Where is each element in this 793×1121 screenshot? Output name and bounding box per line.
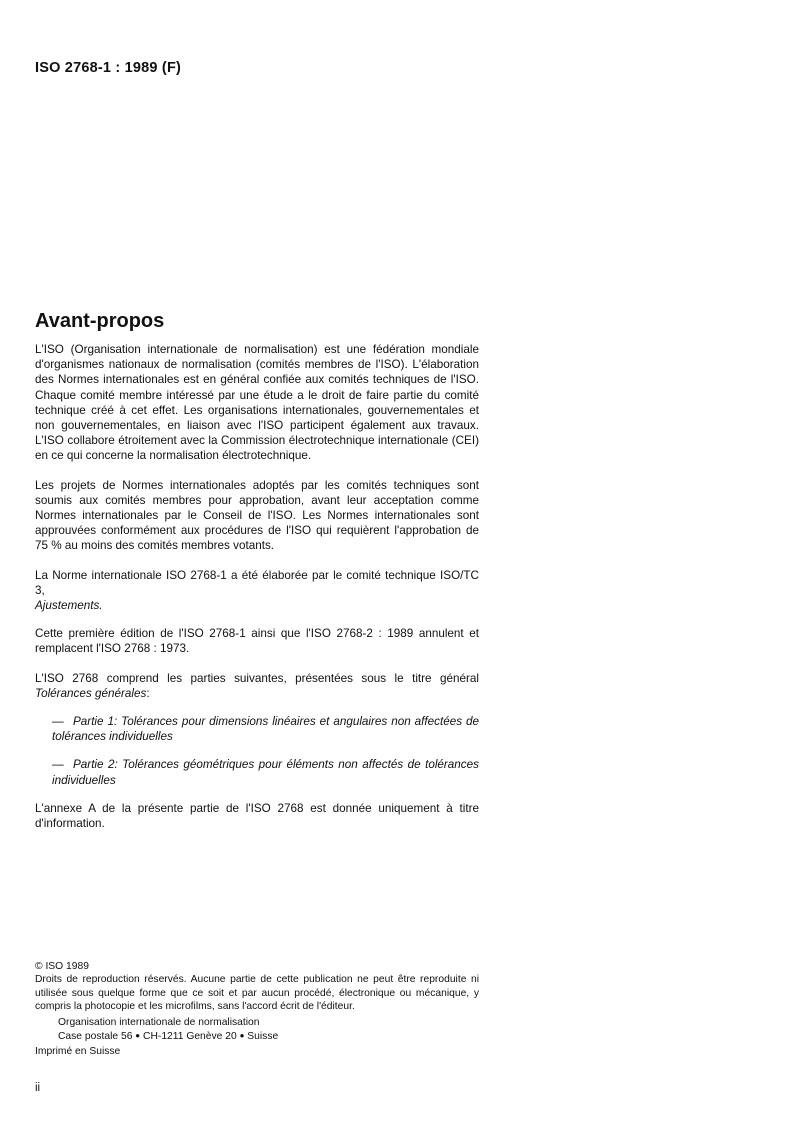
publisher-name: Organisation internationale de normalisation [58, 1016, 260, 1028]
bullet-icon: ● [239, 1031, 245, 1041]
address-city: CH-1211 Genève 20 [143, 1031, 237, 1043]
paragraph-approval: Les projets de Normes internationales adoptés par les comités techniques sont soumis aux comités membres pour approbation, avant leur acceptation comme Normes internationales par le Conseil de l'ISO. Les Normes internationales sont approuvées conformément aux procédures de l'ISO qui requièrent l'approbation de 75 % au moins des comités membres votants. [35, 478, 479, 553]
paragraph-annex: L'annexe A de la présente partie de l'ISO 2768 est donnée uniquement à titre d'information. [35, 801, 479, 831]
publisher-address [58, 1029, 479, 1043]
address-po-box: Case postale 56 [58, 1031, 133, 1043]
address-country: Suisse [247, 1031, 279, 1043]
list-item-text: Partie 2: Tolérances géométriques pour éléments non affectés de tolérances individuelles [52, 758, 479, 787]
list-item [52, 757, 479, 787]
copyright-footer [35, 960, 479, 1059]
section-title: Avant-propos [35, 310, 165, 332]
paragraph-edition: Cette première édition de l'ISO 2768-1 ainsi que l'ISO 2768-2 : 1989 annulent et remplacent l'ISO 2768 : 1973. [35, 627, 479, 656]
printed-in: Imprimé en Suisse [35, 1046, 121, 1058]
document-header: ISO 2768-1 : 1989 (F) [35, 60, 182, 76]
parts-general-title: Tolérances générales [35, 686, 147, 700]
parts-intro-text: L'ISO 2768 comprend les parties suivantes, présentées sous le titre général [35, 671, 479, 685]
page-number: ii [35, 1082, 41, 1094]
rights-statement: Droits de reproduction réservés. Aucune partie de cette publication ne peut être reproduite ni utilisée sous quelque forme que ce soit et par aucun procédé, électronique ou mécanique, y compris la photocopie et les microfilms, sans l'accord écrit de l'éditeur. [35, 974, 479, 1013]
list-item-text: Partie 1: Tolérances pour dimensions linéaires et angulaires non affectées de tolérances individuelles [52, 715, 479, 744]
list-item [52, 714, 479, 744]
tc-name: Ajustements. [35, 599, 103, 613]
parts-intro-suffix: : [146, 686, 150, 700]
paragraph-iso-intro: L'ISO (Organisation internationale de normalisation) est une fédération mondiale d'organismes nationaux de normalisation (comités membres de l'ISO). L'élaboration des Normes internationales est en général confiée aux comités techniques de l'ISO. Chaque comité membre intéressé par une étude a le droit de faire partie du comité technique créé à cet effet. Les organisations internationales, gouvernementales et non gouvernementales, en liaison avec l'ISO participent également aux travaux. L'ISO collabore étroitement avec la Commission électrotechnique internationale (CEI) en ce qui concerne la normalisation électrotechnique. [35, 343, 479, 463]
bullet-icon: ● [135, 1031, 141, 1041]
list-dash: — [52, 715, 64, 729]
tc-text: La Norme internationale ISO 2768-1 a été élaborée par le comité technique ISO/TC 3, [35, 568, 479, 597]
paragraph-technical-committee [35, 568, 479, 614]
paragraph-parts-intro [35, 671, 479, 701]
foreword-body [35, 342, 479, 845]
copyright-notice: © ISO 1989 [35, 961, 89, 972]
list-dash: — [52, 758, 64, 772]
